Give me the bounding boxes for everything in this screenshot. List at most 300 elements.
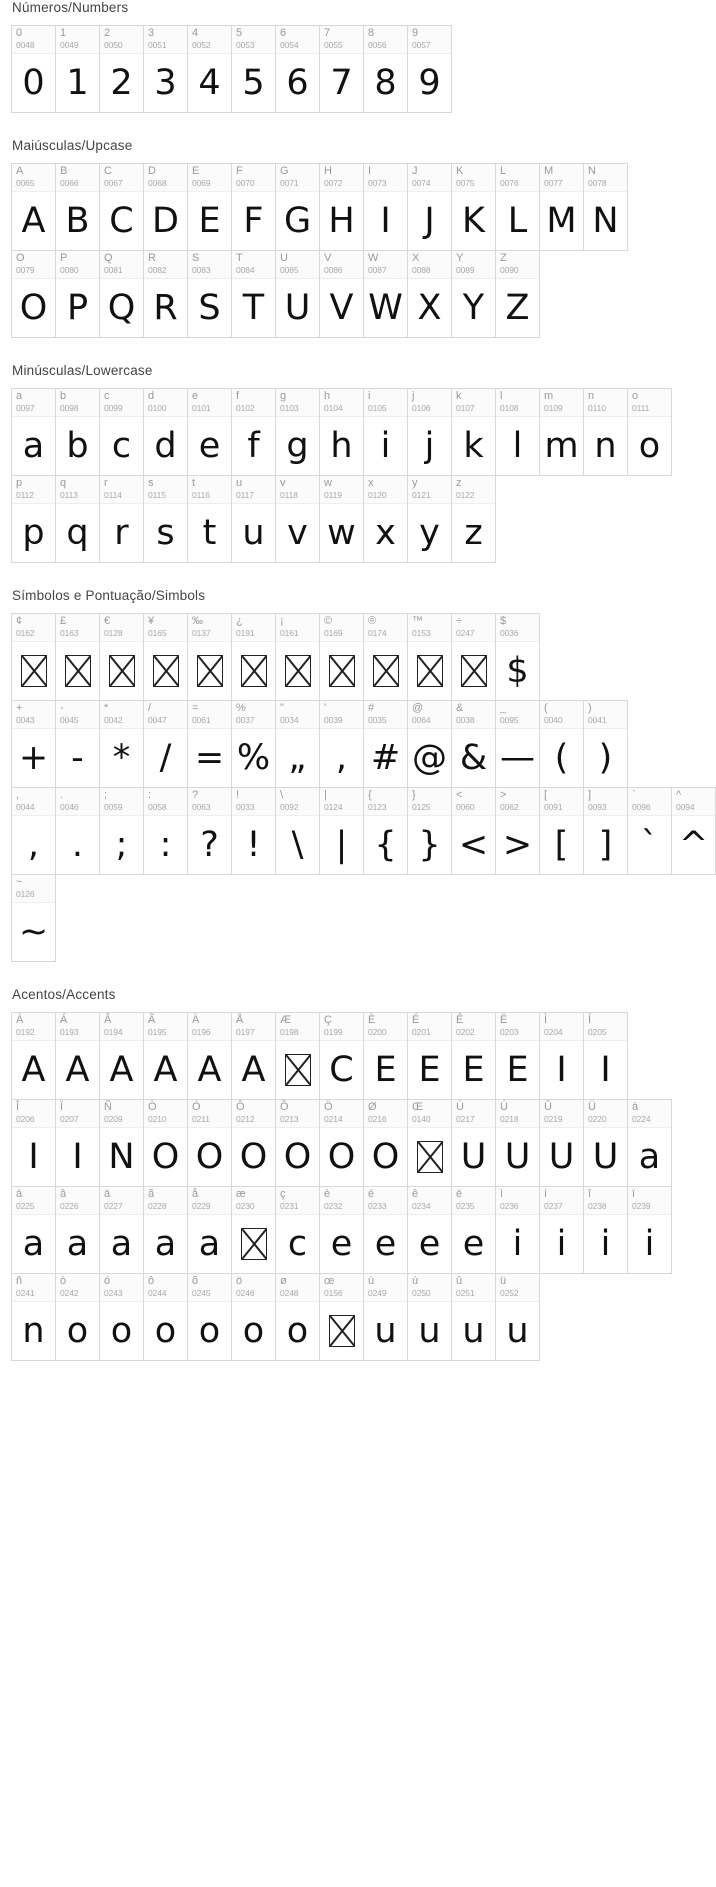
glyph-cell[interactable] <box>12 476 56 563</box>
glyph-character-label: Û <box>544 1101 552 1113</box>
glyph-preview: Y <box>462 287 485 328</box>
glyph-character-label: ñ <box>16 1275 23 1287</box>
glyph-preview: O <box>327 1136 356 1177</box>
glyph-cell[interactable] <box>188 701 232 788</box>
glyph-cell[interactable] <box>144 1013 188 1100</box>
glyph-cell[interactable] <box>364 389 408 476</box>
glyph-cell[interactable] <box>188 251 232 338</box>
glyph-cell[interactable] <box>452 701 496 788</box>
glyph-cell[interactable] <box>540 1013 584 1100</box>
glyph-cell[interactable] <box>364 1013 408 1100</box>
glyph-cell[interactable] <box>100 788 144 875</box>
glyph-cell[interactable] <box>584 701 628 788</box>
glyph-character-label: ‰ <box>192 615 203 627</box>
glyph-cell[interactable] <box>452 788 496 875</box>
glyph-code-label: 0033 <box>236 802 255 812</box>
glyph-cell[interactable] <box>452 1187 496 1274</box>
glyph-cell[interactable] <box>56 389 100 476</box>
glyph-cell[interactable] <box>188 26 232 113</box>
glyph-cell[interactable] <box>320 1013 364 1100</box>
glyph-cell[interactable] <box>56 476 100 563</box>
glyph-cell[interactable] <box>452 389 496 476</box>
glyph-preview: b <box>66 425 89 466</box>
glyph-cell[interactable] <box>188 1100 232 1187</box>
glyph-cell[interactable] <box>496 389 540 476</box>
glyph-cell[interactable] <box>100 389 144 476</box>
glyph-cell[interactable] <box>408 1013 452 1100</box>
glyph-preview: M <box>546 200 577 241</box>
glyph-cell[interactable] <box>320 1100 364 1187</box>
glyph-cell-header <box>276 476 319 504</box>
glyph-preview: a <box>198 1223 221 1264</box>
glyph-cell[interactable] <box>496 614 540 701</box>
glyph-cell[interactable] <box>232 1100 276 1187</box>
glyph-code-label: 0051 <box>148 40 167 50</box>
glyph-preview: R <box>153 287 178 328</box>
glyph-cell[interactable] <box>628 389 672 476</box>
glyph-cell[interactable] <box>584 1187 628 1274</box>
glyph-cell[interactable] <box>12 614 56 701</box>
glyph-cell[interactable] <box>144 1187 188 1274</box>
glyph-preview: O <box>283 1136 312 1177</box>
glyph-cell[interactable] <box>452 251 496 338</box>
glyph-character-label: ^ <box>676 789 682 801</box>
glyph-cell[interactable] <box>12 788 56 875</box>
glyph-preview: s <box>156 512 175 553</box>
glyph-cell[interactable] <box>496 164 540 251</box>
glyph-cell[interactable] <box>364 701 408 788</box>
glyph-cell-header <box>364 701 407 729</box>
glyph-cell[interactable] <box>540 1100 584 1187</box>
glyph-preview: . <box>71 824 84 865</box>
glyph-cell[interactable] <box>144 164 188 251</box>
glyph-cell[interactable] <box>408 1187 452 1274</box>
glyph-cell[interactable] <box>276 389 320 476</box>
glyph-cell[interactable] <box>364 251 408 338</box>
glyph-character-label: v <box>280 477 286 489</box>
glyph-cell[interactable] <box>276 788 320 875</box>
glyph-cell[interactable] <box>496 701 540 788</box>
glyph-cell[interactable] <box>320 251 364 338</box>
glyph-cell[interactable] <box>188 788 232 875</box>
glyph-cell[interactable] <box>452 1013 496 1100</box>
glyph-character-label: € <box>104 615 111 627</box>
glyph-cell-header <box>452 1274 495 1302</box>
glyph-code-label: 0250 <box>412 1288 431 1298</box>
glyph-cell[interactable] <box>188 389 232 476</box>
glyph-cell[interactable] <box>364 164 408 251</box>
glyph-cell[interactable] <box>232 26 276 113</box>
glyph-cell[interactable] <box>584 788 628 875</box>
notdef-box-icon <box>241 1228 267 1260</box>
glyph-cell-header <box>144 701 187 729</box>
glyph-cell[interactable] <box>12 1013 56 1100</box>
glyph-cell[interactable] <box>320 1274 364 1361</box>
glyph-cell[interactable] <box>364 26 408 113</box>
glyph-preview: x <box>375 512 396 553</box>
glyph-cell[interactable] <box>320 164 364 251</box>
glyph-code-label: 0063 <box>192 802 211 812</box>
glyph-notdef-preview <box>364 642 407 700</box>
glyph-cell[interactable] <box>276 26 320 113</box>
glyph-row <box>11 1186 672 1274</box>
glyph-character-label: ç <box>280 1188 286 1200</box>
glyph-cell[interactable] <box>584 1013 628 1100</box>
glyph-cell[interactable] <box>144 1274 188 1361</box>
notdef-box-icon <box>153 655 179 687</box>
glyph-cell[interactable] <box>188 1274 232 1361</box>
glyph-preview: d <box>154 425 177 466</box>
glyph-cell[interactable] <box>540 788 584 875</box>
glyph-notdef-preview <box>408 1128 451 1186</box>
glyph-cell[interactable] <box>672 788 716 875</box>
glyph-code-label: 0165 <box>148 628 167 638</box>
glyph-cell[interactable] <box>320 1187 364 1274</box>
glyph-cell[interactable] <box>584 1100 628 1187</box>
glyph-cell[interactable] <box>320 389 364 476</box>
glyph-code-label: 0083 <box>192 265 211 275</box>
glyph-character-label: â <box>60 1188 67 1200</box>
glyph-cell[interactable] <box>320 614 364 701</box>
glyph-preview: g <box>286 425 309 466</box>
glyph-cell[interactable] <box>56 164 100 251</box>
glyph-cell[interactable] <box>364 1100 408 1187</box>
glyph-cell[interactable] <box>100 1013 144 1100</box>
glyph-cell[interactable] <box>364 1187 408 1274</box>
glyph-cell[interactable] <box>100 1274 144 1361</box>
glyph-preview: e <box>462 1223 485 1264</box>
glyph-code-label: 0069 <box>192 178 211 188</box>
glyph-preview: # <box>370 737 401 778</box>
glyph-code-label: 0169 <box>324 628 343 638</box>
glyph-cell[interactable] <box>408 26 452 113</box>
glyph-cell[interactable] <box>452 1274 496 1361</box>
glyph-preview: I <box>380 200 391 241</box>
glyph-cell[interactable] <box>452 1100 496 1187</box>
glyph-preview: { <box>374 824 397 865</box>
glyph-preview: v <box>287 512 308 553</box>
glyph-cell[interactable] <box>12 1100 56 1187</box>
glyph-cell-header <box>364 476 407 504</box>
glyph-cell[interactable] <box>276 1013 320 1100</box>
glyph-cell[interactable] <box>188 1013 232 1100</box>
glyph-cell[interactable] <box>364 788 408 875</box>
glyph-code-label: 0054 <box>280 40 299 50</box>
glyph-cell[interactable] <box>628 1100 672 1187</box>
glyph-preview: o <box>110 1310 133 1351</box>
glyph-code-label: 0102 <box>236 403 255 413</box>
glyph-cell[interactable] <box>276 1274 320 1361</box>
glyph-character-label: 5 <box>236 27 243 39</box>
glyph-cell[interactable] <box>320 26 364 113</box>
glyph-character-label: } <box>412 789 416 801</box>
glyph-preview: , <box>27 824 40 865</box>
glyph-cell[interactable] <box>144 251 188 338</box>
glyph-cell[interactable] <box>276 614 320 701</box>
glyph-code-label: 0068 <box>148 178 167 188</box>
glyph-cell[interactable] <box>232 701 276 788</box>
glyph-cell-header <box>188 251 231 279</box>
glyph-cell[interactable] <box>144 614 188 701</box>
glyph-cell-header <box>188 1100 231 1128</box>
glyph-row <box>11 1099 672 1187</box>
glyph-cell[interactable] <box>408 701 452 788</box>
glyph-preview: I <box>556 1049 567 1090</box>
glyph-preview: m <box>544 425 579 466</box>
glyph-code-label: 0218 <box>500 1114 519 1124</box>
glyph-cell[interactable] <box>56 26 100 113</box>
glyph-cell[interactable] <box>100 614 144 701</box>
glyph-character-label: G <box>280 165 289 177</box>
glyph-cell[interactable] <box>408 476 452 563</box>
glyph-character-label: [ <box>544 789 548 801</box>
glyph-cell[interactable] <box>496 788 540 875</box>
glyph-cell[interactable] <box>100 701 144 788</box>
glyph-cell[interactable] <box>56 614 100 701</box>
glyph-cell[interactable] <box>144 476 188 563</box>
glyph-preview: o <box>638 425 661 466</box>
glyph-grid <box>11 163 661 338</box>
glyph-cell[interactable] <box>12 1274 56 1361</box>
glyph-code-label: 0056 <box>368 40 387 50</box>
glyph-cell-header <box>408 251 451 279</box>
glyph-character-label: S <box>192 252 200 264</box>
glyph-cell[interactable] <box>12 875 56 962</box>
glyph-cell[interactable] <box>232 164 276 251</box>
glyph-cell[interactable] <box>56 1013 100 1100</box>
glyph-preview: 4 <box>198 62 221 103</box>
glyph-preview: w <box>327 512 356 553</box>
glyph-cell[interactable] <box>408 389 452 476</box>
glyph-character-label: s <box>148 477 154 489</box>
glyph-cell-header <box>144 1187 187 1215</box>
glyph-cell[interactable] <box>452 164 496 251</box>
glyph-cell-header <box>232 1187 275 1215</box>
glyph-cell[interactable] <box>276 251 320 338</box>
glyph-cell-header <box>56 389 99 417</box>
glyph-cell[interactable] <box>100 1187 144 1274</box>
glyph-cell[interactable] <box>408 1274 452 1361</box>
glyph-cell[interactable] <box>452 614 496 701</box>
glyph-code-label: 0224 <box>632 1114 651 1124</box>
glyph-cell[interactable] <box>144 701 188 788</box>
glyph-cell-header <box>320 701 363 729</box>
glyph-cell[interactable] <box>496 1274 540 1361</box>
glyph-cell[interactable] <box>12 701 56 788</box>
glyph-cell[interactable] <box>584 164 628 251</box>
glyph-code-label: 0211 <box>192 1114 210 1124</box>
glyph-cell[interactable] <box>496 251 540 338</box>
glyph-cell[interactable] <box>12 26 56 113</box>
glyph-character-label: d <box>148 390 155 402</box>
glyph-cell[interactable] <box>540 1187 584 1274</box>
glyph-cell-header <box>320 251 363 279</box>
glyph-preview: J <box>424 200 435 241</box>
glyph-cell[interactable] <box>408 1100 452 1187</box>
glyph-code-label: 0242 <box>60 1288 79 1298</box>
glyph-cell[interactable] <box>144 788 188 875</box>
glyph-character-label: _ <box>500 702 507 714</box>
glyph-cell[interactable] <box>56 1100 100 1187</box>
glyph-cell[interactable] <box>12 1187 56 1274</box>
glyph-code-label: 0070 <box>236 178 255 188</box>
glyph-cell[interactable] <box>56 701 100 788</box>
glyph-cell[interactable] <box>408 614 452 701</box>
glyph-character-label: Ø <box>368 1101 377 1113</box>
glyph-character-label: T <box>236 252 243 264</box>
glyph-cell-header <box>496 614 539 642</box>
glyph-character-label: ¢ <box>16 615 23 627</box>
glyph-cell[interactable] <box>232 1187 276 1274</box>
glyph-cell-header <box>276 1187 319 1215</box>
glyph-cell[interactable] <box>12 164 56 251</box>
glyph-cell[interactable] <box>56 788 100 875</box>
glyph-preview: E <box>374 1049 397 1090</box>
glyph-cell[interactable] <box>144 26 188 113</box>
glyph-preview: a <box>66 1223 89 1264</box>
glyph-code-label: 0204 <box>544 1027 563 1037</box>
glyph-cell-header <box>540 164 583 192</box>
glyph-cell-header <box>232 614 275 642</box>
glyph-cell[interactable] <box>452 476 496 563</box>
glyph-cell[interactable] <box>100 1100 144 1187</box>
glyph-character-label: Q <box>104 252 113 264</box>
glyph-preview: : <box>159 824 172 865</box>
section-title: Números/Numbers <box>12 0 129 15</box>
glyph-cell[interactable] <box>232 1013 276 1100</box>
glyph-cell[interactable] <box>408 164 452 251</box>
glyph-preview: n <box>22 1310 45 1351</box>
glyph-notdef-preview <box>56 642 99 700</box>
glyph-preview: E <box>462 1049 485 1090</box>
glyph-code-label: 0246 <box>236 1288 255 1298</box>
glyph-preview: p <box>22 512 45 553</box>
glyph-preview: e <box>374 1223 397 1264</box>
glyph-cell-header <box>188 26 231 54</box>
glyph-cell-header <box>452 476 495 504</box>
glyph-code-label: 0237 <box>544 1201 563 1211</box>
glyph-cell[interactable] <box>100 251 144 338</box>
glyph-cell-header <box>408 476 451 504</box>
glyph-code-label: 0106 <box>412 403 431 413</box>
glyph-cell[interactable] <box>540 389 584 476</box>
glyph-code-label: 0220 <box>588 1114 607 1124</box>
glyph-preview: L <box>507 200 528 241</box>
glyph-code-label: 0043 <box>16 715 35 725</box>
glyph-character-label: ' <box>324 702 327 714</box>
glyph-cell[interactable] <box>232 251 276 338</box>
glyph-preview: 8 <box>374 62 397 103</box>
glyph-cell[interactable] <box>12 389 56 476</box>
glyph-code-label: 0216 <box>368 1114 387 1124</box>
glyph-cell[interactable] <box>232 1274 276 1361</box>
glyph-character-label: e <box>192 390 199 402</box>
glyph-cell[interactable] <box>276 701 320 788</box>
glyph-preview: ) <box>598 737 613 778</box>
glyph-cell[interactable] <box>364 614 408 701</box>
glyph-cell[interactable] <box>232 476 276 563</box>
glyph-code-label: 0195 <box>148 1027 167 1037</box>
glyph-cell[interactable] <box>320 788 364 875</box>
glyph-cell[interactable] <box>628 788 672 875</box>
glyph-code-label: 0088 <box>412 265 431 275</box>
section-title: Maiúsculas/Upcase <box>12 138 133 153</box>
glyph-cell[interactable] <box>540 701 584 788</box>
glyph-cell[interactable] <box>100 26 144 113</box>
glyph-code-label: 0084 <box>236 265 255 275</box>
glyph-cell[interactable] <box>100 164 144 251</box>
glyph-cell[interactable] <box>496 1100 540 1187</box>
glyph-cell[interactable] <box>232 614 276 701</box>
glyph-cell[interactable] <box>188 476 232 563</box>
glyph-cell[interactable] <box>496 1013 540 1100</box>
glyph-cell[interactable] <box>320 701 364 788</box>
glyph-cell[interactable] <box>540 164 584 251</box>
glyph-cell[interactable] <box>188 1187 232 1274</box>
glyph-cell[interactable] <box>276 1187 320 1274</box>
glyph-cell[interactable] <box>188 614 232 701</box>
glyph-code-label: 0111 <box>632 403 650 413</box>
glyph-preview: ( <box>554 737 569 778</box>
glyph-preview: e <box>198 425 221 466</box>
glyph-cell[interactable] <box>496 1187 540 1274</box>
glyph-character-label: Å <box>236 1014 244 1026</box>
glyph-code-label: 0078 <box>588 178 607 188</box>
glyph-cell[interactable] <box>56 1187 100 1274</box>
glyph-cell[interactable] <box>408 788 452 875</box>
glyph-cell[interactable] <box>232 389 276 476</box>
glyph-cell-header <box>56 1187 99 1215</box>
glyph-preview: C <box>329 1049 354 1090</box>
glyph-cell[interactable] <box>56 251 100 338</box>
glyph-preview: 2 <box>110 62 133 103</box>
glyph-preview: } <box>418 824 441 865</box>
glyph-cell[interactable] <box>320 476 364 563</box>
glyph-cell[interactable] <box>56 1274 100 1361</box>
glyph-code-label: 0037 <box>236 715 255 725</box>
glyph-cell[interactable] <box>408 251 452 338</box>
glyph-cell[interactable] <box>100 476 144 563</box>
glyph-cell[interactable] <box>188 164 232 251</box>
glyph-grid <box>11 388 661 563</box>
glyph-preview: N <box>108 1136 135 1177</box>
glyph-code-label: 0125 <box>412 802 431 812</box>
glyph-cell[interactable] <box>584 389 628 476</box>
glyph-cell[interactable] <box>364 1274 408 1361</box>
glyph-code-label: 0213 <box>280 1114 299 1124</box>
glyph-character-label: U <box>280 252 288 264</box>
glyph-cell[interactable] <box>364 476 408 563</box>
glyph-cell[interactable] <box>12 251 56 338</box>
glyph-character-label: ö <box>236 1275 243 1287</box>
notdef-box-icon <box>417 1141 443 1173</box>
glyph-cell[interactable] <box>144 1100 188 1187</box>
glyph-cell[interactable] <box>628 1187 672 1274</box>
glyph-cell-header <box>276 614 319 642</box>
glyph-code-label: 0200 <box>368 1027 387 1037</box>
glyph-cell-header <box>496 1013 539 1041</box>
glyph-preview: u <box>418 1310 441 1351</box>
notdef-box-icon <box>285 1054 311 1086</box>
glyph-cell[interactable] <box>276 476 320 563</box>
glyph-cell-header <box>276 701 319 729</box>
glyph-code-label: 0128 <box>104 628 123 638</box>
glyph-cell[interactable] <box>276 164 320 251</box>
glyph-character-label: B <box>60 165 68 177</box>
glyph-cell[interactable] <box>276 1100 320 1187</box>
glyph-cell[interactable] <box>144 389 188 476</box>
glyph-cell[interactable] <box>232 788 276 875</box>
